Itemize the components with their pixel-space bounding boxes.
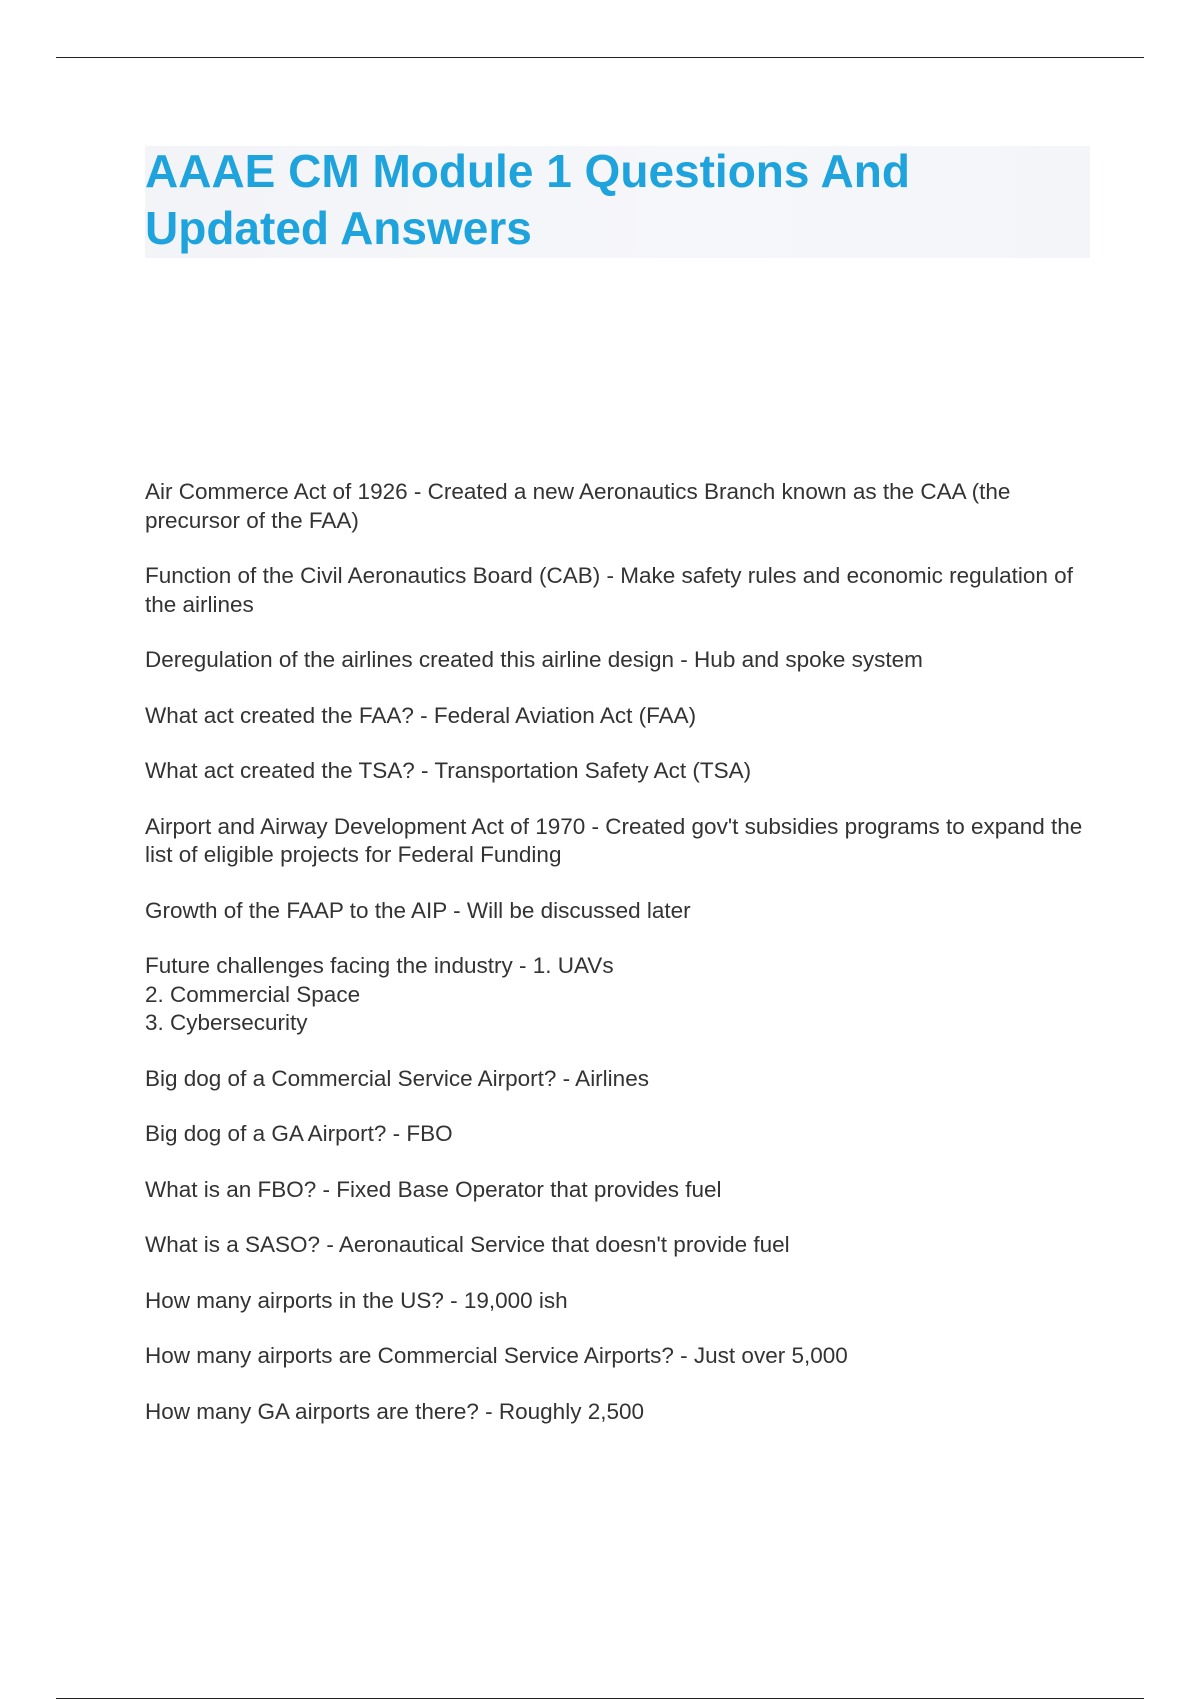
qa-item: What act created the FAA? - Federal Aviation Act (FAA) [145, 702, 697, 728]
page-title: AAAE CM Module 1 Questions And Updated Answers [145, 145, 910, 254]
qa-item: Airport and Airway Development Act of 1970 - Created gov't subsidies programs to expand the list of eligible projects for Federal Funding [145, 813, 1083, 867]
qa-item: Future challenges facing the industry - 1. UAVs 2. Commercial Space 3. Cybersecurity [145, 953, 614, 1035]
qa-item: Big dog of a Commercial Service Airport? - Airlines [145, 1065, 649, 1091]
top-rule [56, 57, 1144, 58]
qa-item: Function of the Civil Aeronautics Board (CAB) - Make safety rules and economic regulation of the airlines [145, 563, 1073, 617]
qa-item: Air Commerce Act of 1926 - Created a new Aeronautics Branch known as the CAA (the precursor of the FAA) [145, 479, 1011, 533]
qa-item: What is a SASO? - Aeronautical Service that doesn't provide fuel [145, 1232, 790, 1257]
bottom-rule [56, 1698, 1144, 1699]
qa-item: What act created the TSA? - Transportation Safety Act (TSA) [145, 758, 752, 783]
qa-item: How many GA airports are there? - Roughly 2,500 [145, 1398, 644, 1424]
qa-item: Growth of the FAAP to the AIP - Will be discussed later [145, 897, 691, 923]
qa-list [145, 478, 1100, 1453]
qa-item: How many airports in the US? - 19,000 ish [145, 1287, 568, 1313]
qa-item: Deregulation of the airlines created this airline design - Hub and spoke system [145, 647, 923, 672]
qa-item: Big dog of a GA Airport? - FBO [145, 1121, 453, 1146]
qa-item: How many airports are Commercial Service Airports? - Just over 5,000 [145, 1343, 848, 1368]
qa-item: What is an FBO? - Fixed Base Operator that provides fuel [145, 1176, 722, 1202]
